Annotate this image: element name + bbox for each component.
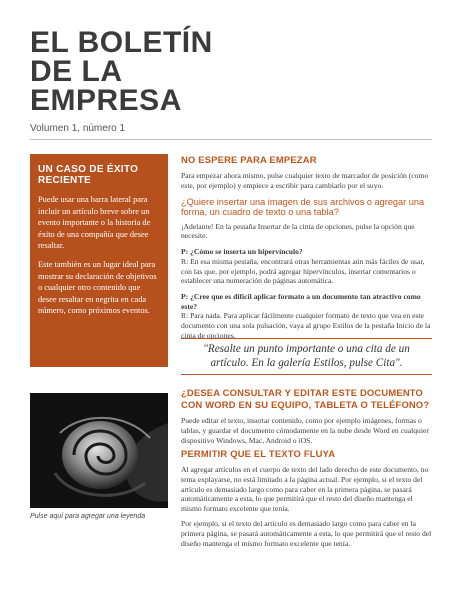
- article-1-heading: NO ESPERE PARA EMPEZAR: [181, 154, 317, 165]
- issue-number: Volumen 1, número 1: [30, 123, 126, 134]
- article-3-paragraph-1: Al agregar artículos en el cuerpo de texto del lado derecho de este documento, no tema explayarse, no está limitado a la página actual. Por ejemplo, si el texto del artículo es demasiado largo como para caber en la primera página, se pasará automáticamente a esta, lo que permitirá que el resto del diseño mantenga el mismo formato excelente que tenía.: [181, 465, 429, 514]
- violin-scroll-image: [30, 393, 168, 508]
- sidebar-paragraph-2: Este también es un lugar ideal para mostrar su declaración de objetivos o cualquier otro contenido que desee resaltar en negrita en cada número, como próximos eventos.: [38, 259, 157, 316]
- article-2-text: Puede editar el texto, insertar contenido, como por ejemplo imágenes, formas o tablas, y guardar el documento cómodamente en la nube desde Word en cualquier dispositivo Windows, Mac, Android o iOS.: [181, 416, 429, 445]
- violin-scroll-photo[interactable]: [30, 393, 168, 508]
- newsletter-title: [30, 28, 330, 115]
- title-line-2: DE LA: [30, 55, 123, 88]
- article-2-heading: ¿DESEA CONSULTAR Y EDITAR ESTE DOCUMENTO CON WORD EN SU EQUIPO, TABLETA O TELÉFONO?: [181, 387, 430, 410]
- pull-quote: "Resalte un punto importante o una cita de un artículo. En la galería Estilos, pulse Cita".: [181, 338, 432, 375]
- article-3-paragraph-2: Por ejemplo, si el texto del artículo es demasiado largo como para caber en la primera página, se pasará automáticamente a esta, lo que permitirá que el resto del diseño mantenga el mismo formato excelente que tenía.: [181, 518, 432, 548]
- sidebar-box[interactable]: [30, 154, 168, 367]
- answer-1: R: En esa misma pestaña, encontrará otras herramientas aún más fáciles de usar, con las que, por ejemplo, podrá agregar hipervínculos, insertar comentarios o establecer una numeración de páginas automática.: [181, 256, 425, 286]
- question-2: P: ¿Cree que es difícil aplicar formato a un documento tan atractivo como este?: [181, 292, 421, 311]
- answer-2: R: Para nada. Para aplicar fácilmente cualquier formato de texto que vea en este documento con una sola pulsación, vaya al grupo Estilos de la pestaña Inicio de la cinta de opciones.: [181, 311, 431, 340]
- article-no-espere: [181, 154, 432, 341]
- photo-caption[interactable]: Pulse aquí para agregar una leyenda: [30, 513, 146, 520]
- sidebar-title: UN CASO DE ÉXITO RECIENTE: [38, 164, 139, 186]
- article-1-intro: Para empezar ahora mismo, pulse cualquier texto de marcador de posición (como este, por ejemplo) y empiece a escribir para cambiarlo por el suyo.: [181, 171, 429, 190]
- title-line-1: EL BOLETÍN: [30, 26, 213, 59]
- article-1-subtext: ¡Adelante! En la pestaña Insertar de la cinta de opciones, pulse la opción que necesite.: [181, 221, 415, 241]
- article-1-subheading: ¿Quiere insertar una imagen de sus archivos o agregar una forma, un cuadro de texto o una tabla?: [181, 196, 425, 218]
- title-line-3: EMPRESA: [30, 84, 182, 117]
- question-1: P: ¿Cómo se inserta un hipervínculo?: [181, 247, 303, 257]
- article-word-devices: [181, 387, 432, 449]
- article-text-flow: [181, 448, 432, 552]
- article-3-heading: PERMITIR QUE EL TEXTO FLUYA: [181, 448, 336, 459]
- sidebar-paragraph-1: Puede usar una barra lateral para incluir un artículo breve sobre un evento importante o la historia de éxito de una compañía que desee resaltar.: [38, 195, 151, 251]
- header-divider: [30, 139, 432, 140]
